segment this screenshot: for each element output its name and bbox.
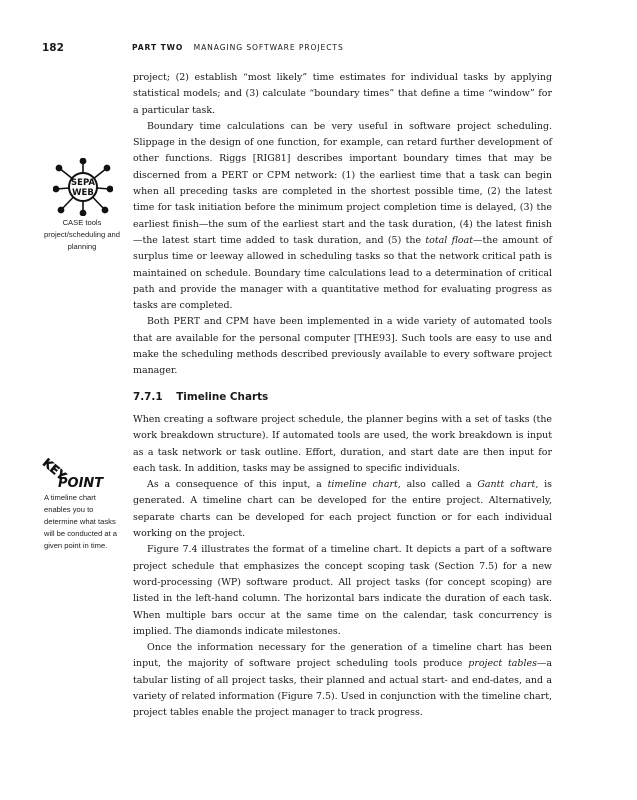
paragraph-text: also called a xyxy=(400,479,478,491)
paragraph-text: —the amount of surplus time or leeway allowed in scheduling tasks so that the network critical path is maintained on schedule. Boundary time calculations lead to a determination of critical path and provide the manager with a quantitative method for evaluating progress as tasks are completed. xyxy=(133,234,552,312)
paragraph: Both PERT and CPM have been implemented in a wide variety of automated tools that are available for the personal computer [THE93]. Such tools are easy to use and make the scheduling methods described previously available to every software project manager. xyxy=(133,316,552,377)
case-tools-note: CASE tools project/scheduling and planning xyxy=(44,218,120,251)
web-icon-label: WEB xyxy=(72,188,94,198)
body-text-lower xyxy=(133,412,552,722)
paragraph-text: is generated. A timeline chart can be developed for the entire project. Alternatively, separate charts can be developed for each project function or for each individual working on the project. xyxy=(133,479,552,540)
key-icon-label: KEY xyxy=(39,455,69,484)
section-heading xyxy=(133,391,268,403)
sepa-web-icon xyxy=(53,158,113,216)
body-text-top xyxy=(133,70,552,380)
key-point-icon xyxy=(39,447,109,491)
paragraph-boundary-times xyxy=(133,119,552,315)
part-label: PART TWO xyxy=(132,43,184,52)
term-timeline-chart: timeline chart, xyxy=(327,479,401,491)
point-icon-label: POINT xyxy=(58,476,104,491)
running-header xyxy=(42,42,595,56)
running-title xyxy=(132,43,344,52)
paragraph-project-tables xyxy=(133,640,552,721)
paragraph-text: As a consequence of this input, a xyxy=(147,479,328,491)
paragraph-text: —a tabular listing of all project tasks, their planned and actual start- and end-dates, and a variety of related information (Figure 7.5). Used in conjunction with the timeline chart, project tables enable the project manager to track progress. xyxy=(133,658,552,719)
term-gantt-chart: Gantt chart, xyxy=(477,479,539,491)
paragraph: When creating a software project schedule, the planner begins with a set of tasks (the work breakdown structure). If automated tools are used, the work breakdown is input as a task network or task outline. Effort, duration, and start date are then input for each task. In addition, tasks may be assigned to specific individuals. xyxy=(133,414,552,474)
paragraph-text: Boundary time calculations can be very useful in software project scheduling. Slippage in the design of one function, for example, can retard further development of other functions. Riggs [RIG81] describes important boundary times that may be discerned from a PERT or CPM network: (1) the earliest time that a task can begin when all preceding tasks are completed in the shortest possible time, (2) the latest time for task initiation before the minimum project completion time is delayed, (3) the earliest finish—the sum of the earliest start and the task duration, (4) the latest finish—the latest start time added to task duration, and (5) the xyxy=(133,120,552,246)
section-number: 7.7.1 xyxy=(133,391,163,403)
part-title: MANAGING SOFTWARE PROJECTS xyxy=(193,43,344,52)
term-project-tables: project tables xyxy=(468,658,537,670)
paragraph: Figure 7.4 illustrates the format of a timeline chart. It depicts a part of a software project schedule that emphasizes the concept scoping task (Section 7.5) for a new word-processing (WP) software product. All project tasks (for concept scoping) are listed in the left-hand column. The horizontal bars indicate the duration of each task. When multiple bars occur at the same time on the calendar, task concurrency is implied. The diamonds indicate milestones. xyxy=(133,544,552,637)
page-number: 182 xyxy=(42,42,64,54)
key-point-note: A timeline chart enables you to determine what tasks will be conducted at a given point in time. xyxy=(44,493,118,550)
sepa-icon-label: SEPA xyxy=(71,178,95,188)
term-total-float: total float xyxy=(425,234,474,246)
paragraph: project; (2) establish “most likely” time estimates for individual tasks by applying statistical models; and (3) calculate “boundary times” that define a time “window” for a particular task. xyxy=(133,72,552,116)
section-title: Timeline Charts xyxy=(176,391,269,403)
paragraph-text: Once the information necessary for the generation of a timeline chart has been input, the majority of software project scheduling tools produce xyxy=(133,642,552,670)
paragraph-timeline xyxy=(133,477,552,542)
